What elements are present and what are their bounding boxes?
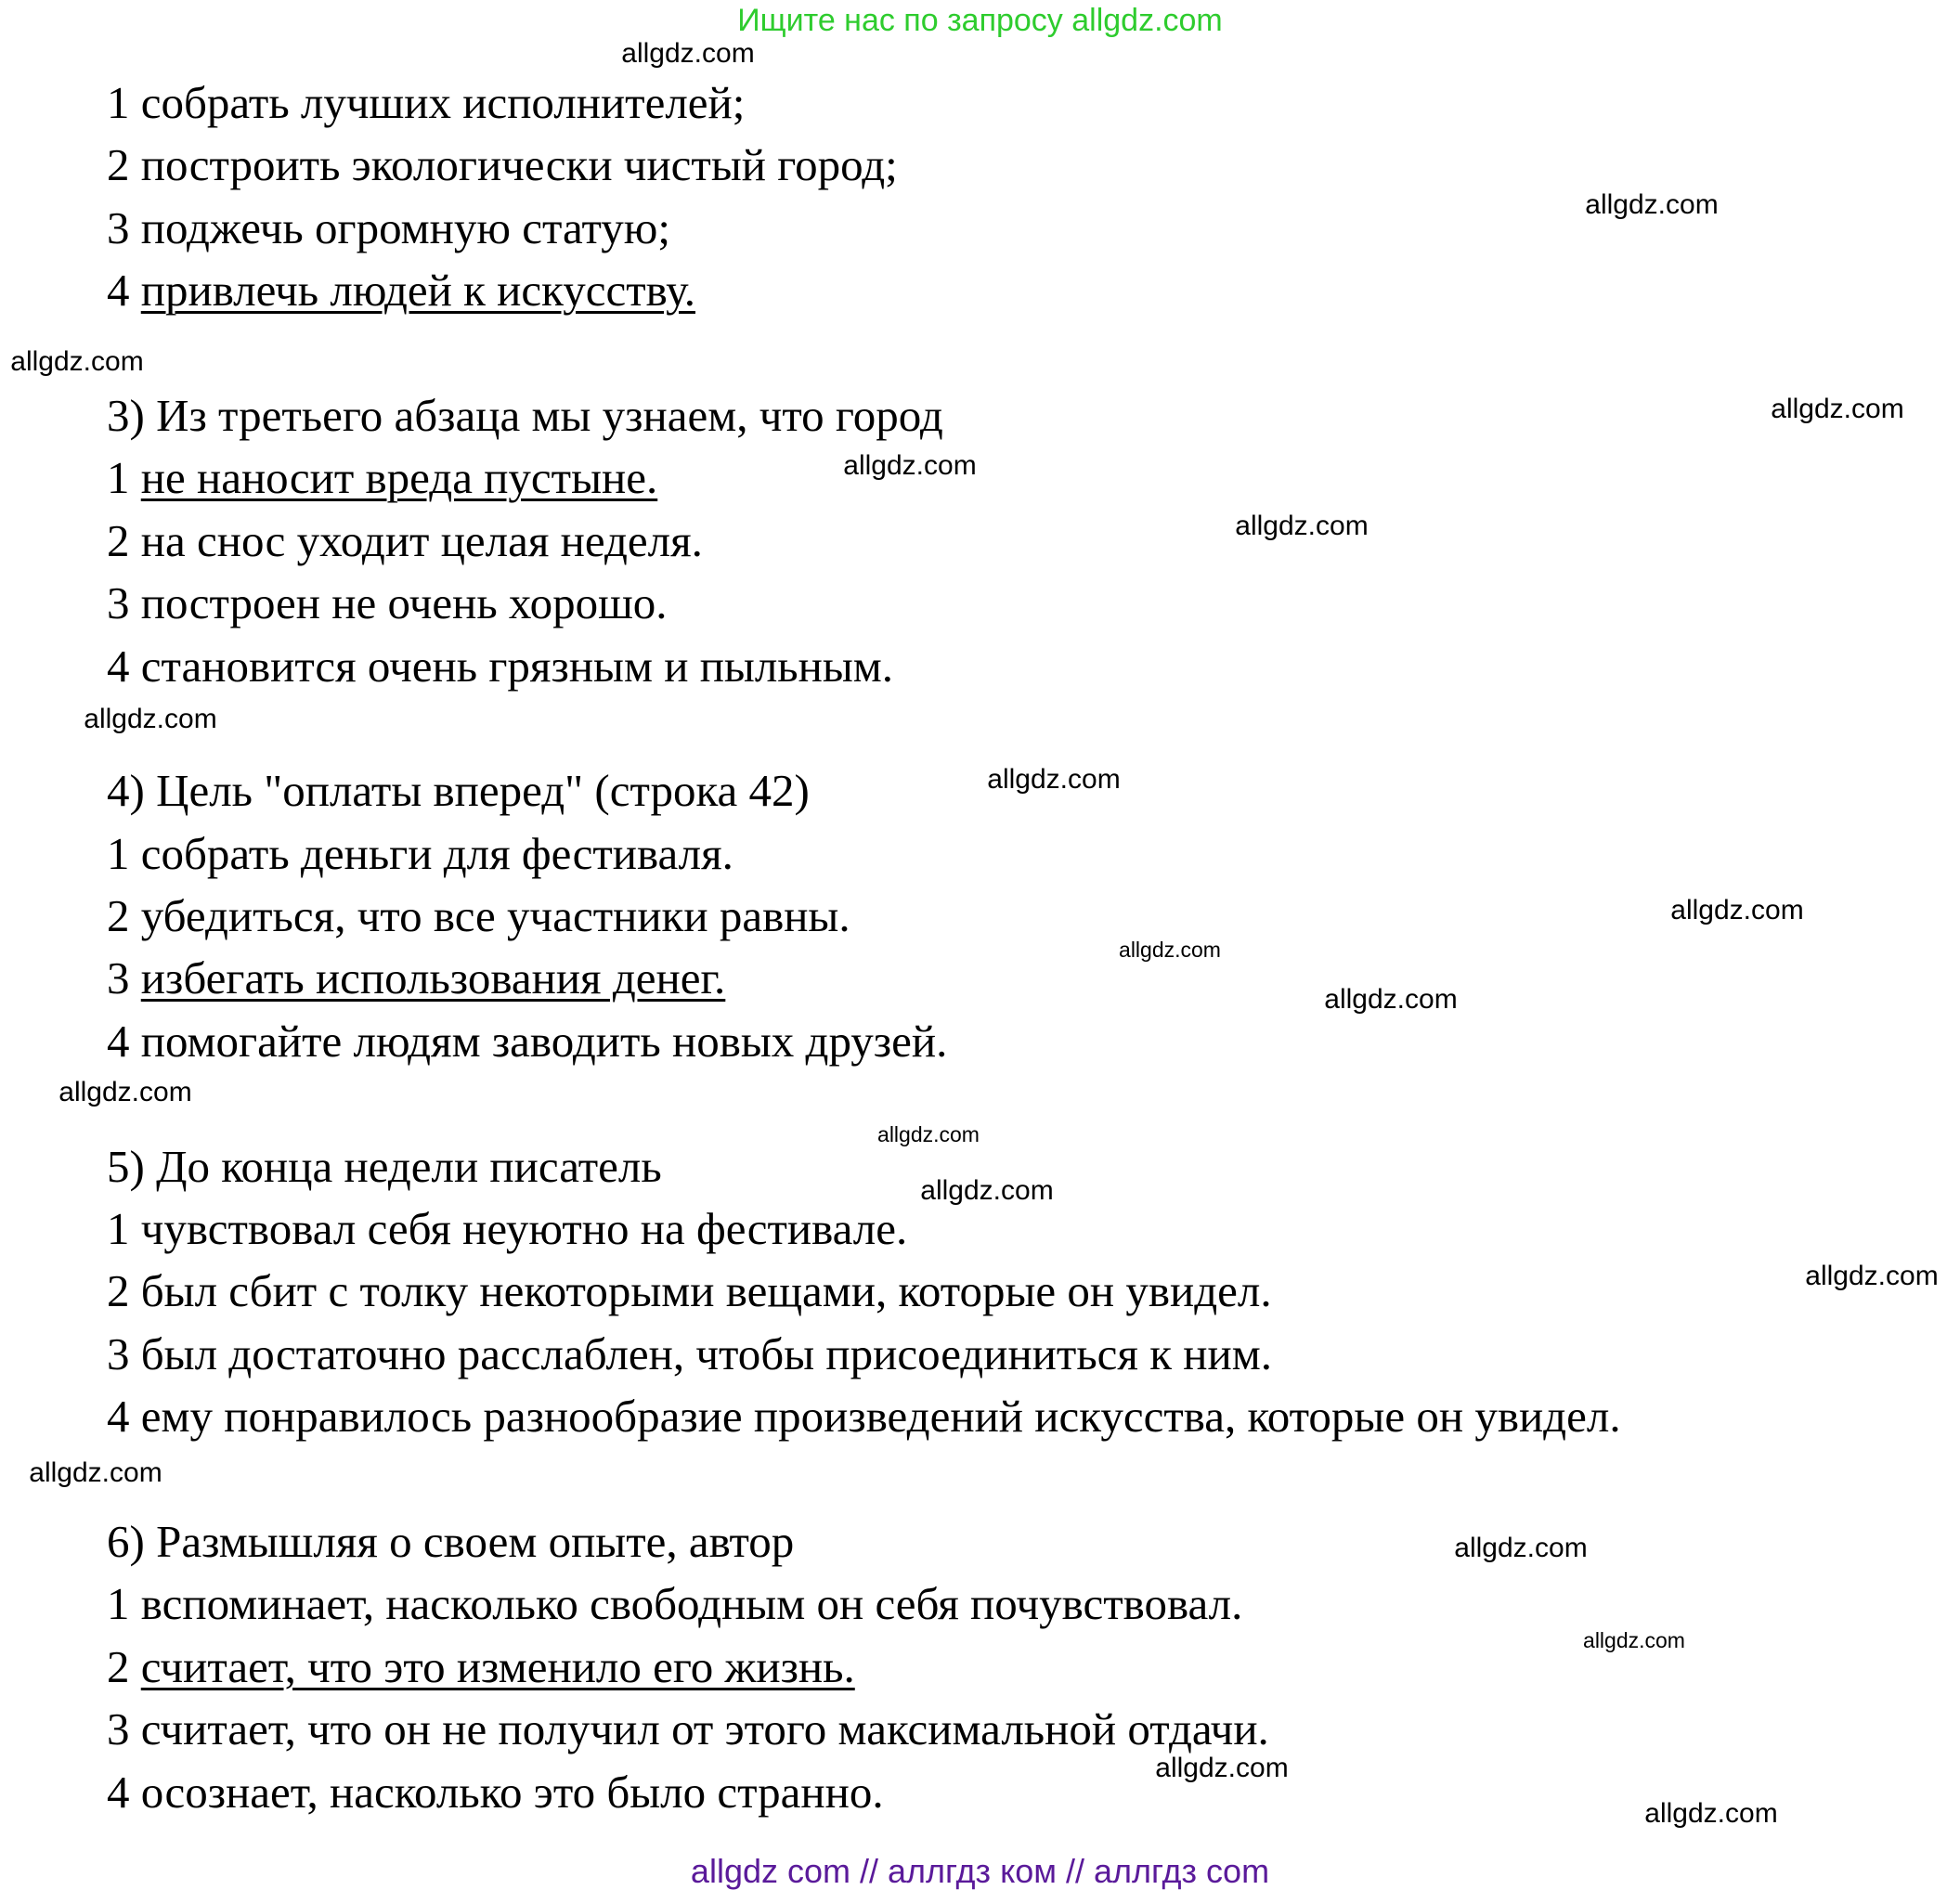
option: 3 поджечь огромную статую; — [107, 201, 670, 253]
option-answer: 4 привлечь людей к искусству. — [107, 265, 695, 317]
option: 4 ему понравилось разнообразие произведений искусства, которые он увидел. — [107, 1391, 1621, 1443]
option: 2 построить экологически чистый город; — [107, 139, 898, 191]
watermark: allgdz.com — [1119, 938, 1221, 962]
watermark: allgdz.com — [1585, 189, 1719, 220]
answer-underline: считает, что это изменило его жизнь. — [140, 1640, 855, 1692]
option: 1 собрать лучших исполнителей; — [107, 77, 746, 128]
option: 3 считает, что он не получил от этого максимальной отдачи. — [107, 1703, 1269, 1755]
option: 4 помогайте людям заводить новых друзей. — [107, 1015, 948, 1067]
watermark: allgdz.com — [1155, 1753, 1289, 1783]
watermark: allgdz.com — [621, 38, 755, 69]
watermark: allgdz.com — [29, 1457, 162, 1488]
option: 1 собрать деньги для фестиваля. — [107, 827, 733, 879]
option: 1 вспоминает, насколько свободным он себя почувствовал. — [107, 1578, 1243, 1630]
watermark: allgdz.com — [10, 346, 144, 377]
watermark: allgdz.com — [1454, 1533, 1588, 1563]
option: 2 был сбит с толку некоторыми вещами, которые он увидел. — [107, 1265, 1272, 1317]
question-title: 3) Из третьего абзаца мы узнаем, что город — [107, 389, 943, 441]
question-title: 5) До конца недели писатель — [107, 1140, 662, 1192]
answer-underline: привлечь людей к искусству. — [140, 265, 695, 317]
question-title: 4) Цель "оплаты вперед" (строка 42) — [107, 765, 810, 817]
watermark: allgdz.com — [84, 704, 217, 734]
questions — [107, 71, 1621, 1823]
watermark: allgdz.com — [1644, 1798, 1778, 1829]
option: 2 убедиться, что все участники равны. — [107, 890, 850, 942]
footer-banner[interactable]: allgdz com // аллгдз ком // аллгдз com — [690, 1852, 1270, 1890]
watermark: allgdz.com — [1324, 984, 1458, 1015]
option: 4 осознает, насколько это было странно. — [107, 1766, 884, 1818]
answer-underline: избегать использования денег. — [140, 952, 726, 1004]
watermark: allgdz.com — [1771, 394, 1904, 424]
watermark: allgdz.com — [1670, 895, 1804, 926]
option: 2 на снос уходит целая неделя. — [107, 514, 703, 566]
watermark: allgdz.com — [920, 1175, 1054, 1206]
answer-underline: не наносит вреда пустыне. — [140, 452, 658, 504]
watermark: allgdz.com — [1583, 1628, 1685, 1652]
watermark: allgdz.com — [58, 1077, 192, 1107]
header-banner[interactable]: Ищите нас по запросу allgdz.com — [737, 3, 1223, 38]
option: 4 становится очень грязным и пыльным. — [107, 640, 894, 692]
option-answer: 1 не наносит вреда пустыне. — [107, 452, 658, 504]
option-answer: 2 считает, что это изменило его жизнь. — [107, 1640, 855, 1692]
watermark: allgdz.com — [843, 450, 977, 481]
watermark: allgdz.com — [987, 764, 1121, 795]
watermark: allgdz.com — [1805, 1261, 1939, 1291]
option: 1 чувствовал себя неуютно на фестивале. — [107, 1203, 908, 1255]
question-title: 6) Размышляя о своем опыте, автор — [107, 1515, 795, 1567]
watermark: allgdz.com — [1235, 511, 1369, 541]
watermark: allgdz.com — [877, 1122, 980, 1146]
option: 3 был достаточно расслаблен, чтобы присоединиться к ним. — [107, 1327, 1272, 1379]
option-answer: 3 избегать использования денег. — [107, 952, 726, 1004]
option: 3 построен не очень хорошо. — [107, 577, 668, 629]
